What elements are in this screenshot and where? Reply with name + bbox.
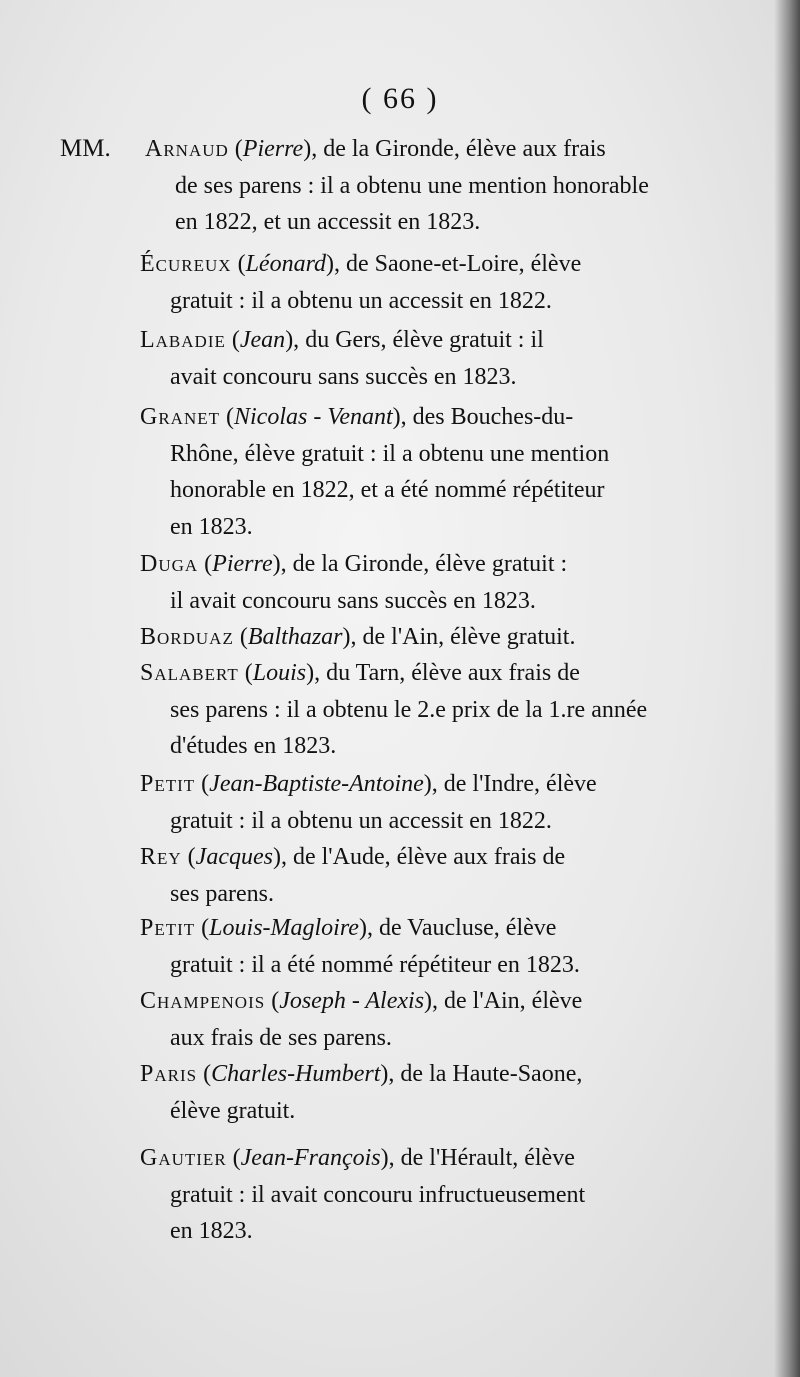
entry-first-line <box>140 766 597 802</box>
entry-continuation-line: en 1822, et un accessit en 1823. <box>175 209 481 235</box>
person-surname: Borduaz <box>140 624 234 650</box>
entry-continuation-line: de ses parens : il a obtenu une mention honorable <box>175 172 649 199</box>
paren-close: ), <box>424 988 445 1014</box>
entry-text: de la Haute-Saone, <box>400 1061 583 1087</box>
entry-continuation-line: élève gratuit. <box>170 1097 296 1124</box>
paren-open: ( <box>198 551 213 577</box>
person-surname: Champenois <box>140 988 266 1014</box>
paren-close: ), <box>272 551 293 577</box>
entry-text: de Vaucluse, élève <box>378 915 557 941</box>
paren-open: ( <box>226 1145 241 1171</box>
paren-close: ), <box>303 136 324 162</box>
entry-continuation-line: ses parens. <box>170 880 274 907</box>
person-given-name: Jean <box>239 327 286 353</box>
paren-close: ), <box>380 1145 401 1171</box>
entry-first-line <box>140 619 575 655</box>
person-given-name: Jean-François <box>240 1145 381 1171</box>
person-surname: Labadie <box>140 327 226 353</box>
entry-text: de l'Ain, élève <box>444 988 583 1014</box>
entry-first-line <box>140 910 556 946</box>
entry-first-line <box>140 546 567 582</box>
person-given-name: Balthazar <box>247 624 343 650</box>
entry-text: de la Gironde, élève aux frais <box>323 136 606 162</box>
entry-text: de l'Aude, élève aux frais de <box>292 844 566 870</box>
entry-text: de l'Indre, élève <box>443 771 597 797</box>
person-given-name: Pierre <box>242 136 304 162</box>
paren-open: ( <box>220 404 234 430</box>
entry-continuation-line: en 1823. <box>170 513 253 540</box>
entry-continuation-line: en 1823. <box>170 1218 253 1244</box>
person-surname: Duga <box>140 551 199 577</box>
person-surname: Gautier <box>140 1145 227 1171</box>
person-given-name: Louis-Magloire <box>209 915 359 941</box>
person-surname: Paris <box>140 1061 198 1087</box>
paren-open: ( <box>195 915 210 941</box>
entry-first-line <box>140 983 582 1019</box>
paren-open: ( <box>233 624 248 650</box>
paren-close: ), <box>272 844 293 870</box>
entry-text: de l'Hérault, élève <box>400 1145 575 1171</box>
entry-text: de la Gironde, élève gratuit : <box>292 551 568 577</box>
person-given-name: Jacques <box>195 844 273 870</box>
person-surname: Petit <box>140 771 196 797</box>
entry-first-line <box>140 839 565 875</box>
entry-continuation-line: d'études en 1823. <box>170 733 337 759</box>
entry-text: des Bouches-du- <box>412 404 574 430</box>
person-given-name: Pierre <box>212 551 273 577</box>
entry-text: du Tarn, élève aux frais de <box>326 660 580 686</box>
entry-continuation-line: honorable en 1822, et a été nommé répétiteur <box>170 477 605 503</box>
paren-open: ( <box>231 251 246 277</box>
paren-close: ), <box>342 624 363 650</box>
person-surname: Salabert <box>140 660 239 686</box>
entry-first-line <box>140 1140 575 1176</box>
person-given-name: Léonard <box>245 251 327 277</box>
person-given-name: Nicolas - Venant <box>234 404 393 430</box>
paren-close: ), <box>358 915 379 941</box>
person-surname: Petit <box>140 915 196 941</box>
person-surname: Rey <box>140 844 182 870</box>
paren-open: ( <box>265 988 280 1014</box>
entry-first-line <box>140 1056 582 1092</box>
person-surname: Granet <box>140 404 220 430</box>
person-given-name: Jean-Baptiste-Antoine <box>209 771 424 797</box>
paren-close: ), <box>423 771 444 797</box>
paren-close: ), <box>392 404 413 430</box>
paren-close: ), <box>306 660 327 686</box>
entry-continuation-line: ses parens : il a obtenu le 2.e prix de la 1.re année <box>170 696 648 723</box>
entry-continuation-line: Rhône, élève gratuit : il a obtenu une mention <box>170 440 610 467</box>
paren-close: ), <box>285 327 306 353</box>
person-given-name: Louis <box>252 660 307 686</box>
entry-continuation-line: gratuit : il a obtenu un accessit en 1822. <box>170 807 552 834</box>
paren-open: ( <box>197 1061 212 1087</box>
page-edge-shadow <box>774 0 800 1377</box>
entry-continuation-line: gratuit : il a été nommé répétiteur en 1823. <box>170 951 580 978</box>
entry-continuation-line: avait concouru sans succès en 1823. <box>170 363 517 390</box>
paren-open: ( <box>195 771 210 797</box>
paren-open: ( <box>238 660 253 686</box>
entry-first-line <box>140 246 581 282</box>
paren-close: ), <box>326 251 347 277</box>
person-surname: Écureux <box>140 251 232 277</box>
paren-open: ( <box>225 327 240 353</box>
entry-text: de l'Ain, élève gratuit. <box>362 624 576 650</box>
person-given-name: Charles-Humbert <box>211 1061 381 1087</box>
entry-first-line <box>145 131 606 167</box>
entry-continuation-line: il avait concouru sans succès en 1823. <box>170 587 536 614</box>
entry-continuation-line: gratuit : il a obtenu un accessit en 1822. <box>170 287 552 314</box>
entry-text: de Saone-et-Loire, élève <box>346 251 582 277</box>
person-surname: Arnaud <box>145 136 229 162</box>
person-given-name: Joseph - Alexis <box>279 988 425 1014</box>
entry-first-line <box>140 399 573 435</box>
paren-open: ( <box>181 844 196 870</box>
paren-close: ), <box>380 1061 401 1087</box>
honorific-prefix: MM. <box>60 135 111 162</box>
entry-first-line <box>140 655 580 691</box>
entry-text: du Gers, élève gratuit : il <box>305 327 544 353</box>
entry-continuation-line: gratuit : il avait concouru infructueusement <box>170 1181 586 1208</box>
paren-open: ( <box>228 136 243 162</box>
page-number: ( 66 ) <box>361 82 439 115</box>
entry-first-line <box>140 322 544 358</box>
entry-continuation-line: aux frais de ses parens. <box>170 1024 392 1051</box>
